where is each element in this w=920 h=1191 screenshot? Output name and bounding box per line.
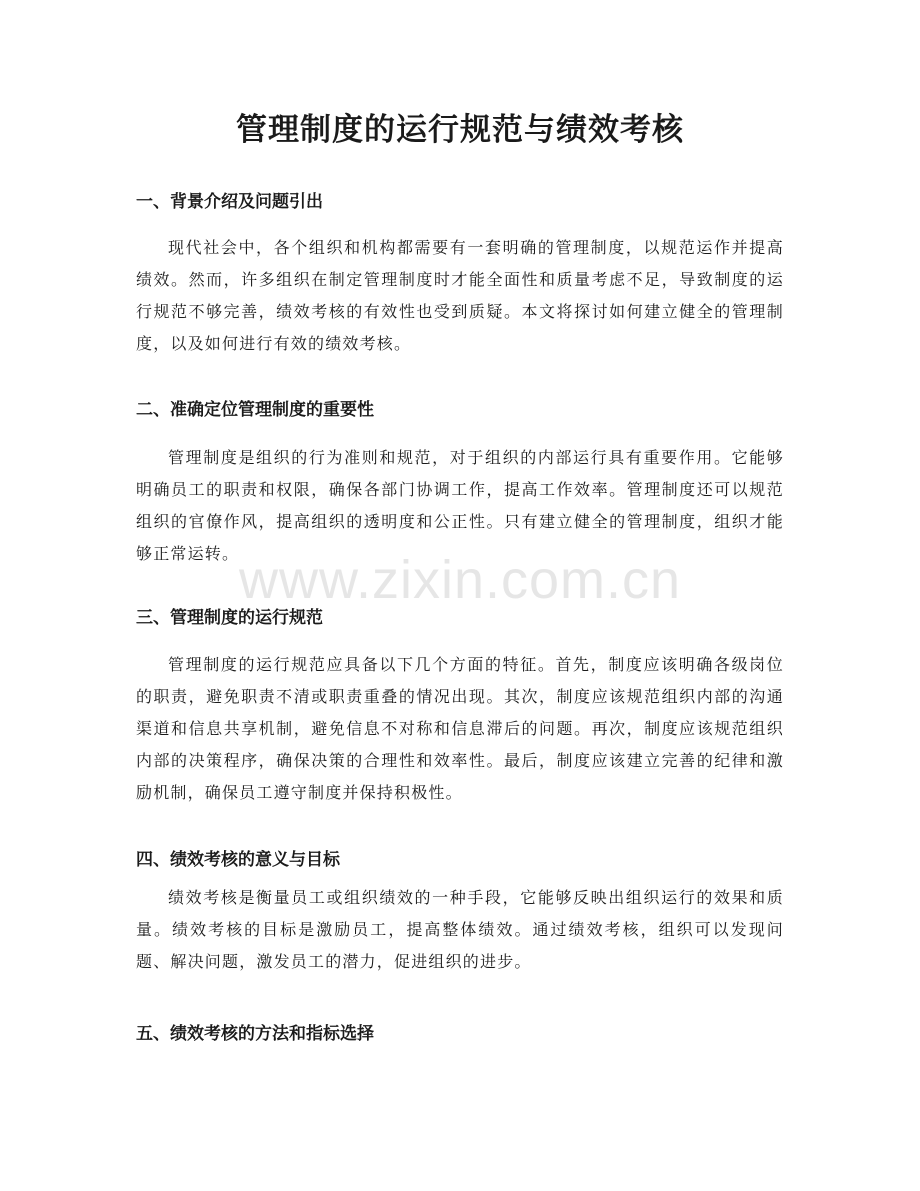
- watermark: www.zixin.com.cn: [238, 550, 682, 610]
- section-heading-4: 四、绩效考核的意义与目标: [136, 850, 340, 870]
- section-heading-5: 五、绩效考核的方法和指标选择: [136, 1024, 374, 1044]
- section-paragraph-4: 绩效考核是衡量员工或组织绩效的一种手段，它能够反映出组织运行的效果和质量。绩效考核的目标是激励员工，提高整体绩效。通过绩效考核，组织可以发现问题、解决问题，激发员工的潜力，促进组织的进步。: [136, 888, 784, 971]
- page-title: 管理制度的运行规范与绩效考核: [236, 112, 684, 148]
- section-heading-1: 一、背景介绍及问题引出: [136, 192, 323, 212]
- section-paragraph-2: 管理制度是组织的行为准则和规范，对于组织的内部运行具有重要作用。它能够明确员工的职责和权限，确保各部门协调工作，提高工作效率。管理制度还可以规范组织的官僚作风，提高组织的透明度和公正性。只有建立健全的管理制度，组织才能够正常运转。: [136, 448, 784, 563]
- section-paragraph-1: 现代社会中，各个组织和机构都需要有一套明确的管理制度，以规范运作并提高绩效。然而，许多组织在制定管理制度时才能全面性和质量考虑不足，导致制度的运行规范不够完善，绩效考核的有效性也受到质疑。本文将探讨如何建立健全的管理制度，以及如何进行有效的绩效考核。: [136, 238, 784, 353]
- section-heading-3: 三、管理制度的运行规范: [136, 608, 323, 628]
- section-paragraph-3: 管理制度的运行规范应具备以下几个方面的特征。首先，制度应该明确各级岗位的职责，避免职责不清或职责重叠的情况出现。其次，制度应该规范组织内部的沟通渠道和信息共享机制，避免信息不对称和信息滞后的问题。再次，制度应该规范组织内部的决策程序，确保决策的合理性和效率性。最后，制度应该建立完善的纪律和激励机制，确保员工遵守制度并保持积极性。: [136, 655, 784, 802]
- section-heading-2: 二、准确定位管理制度的重要性: [136, 400, 374, 420]
